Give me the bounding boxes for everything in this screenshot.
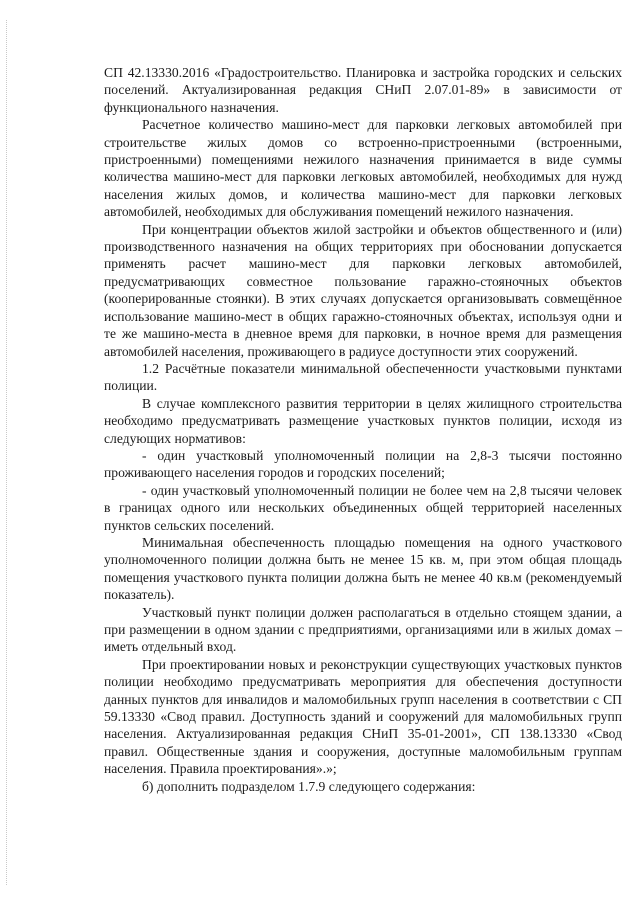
scan-margin-mark <box>6 20 8 885</box>
paragraph-9: Участковый пункт полиции должен располагаться в отдельно стоящем здании, а при размещении в одном здании с предприятиями, организациями или в жилых домах – иметь отдельный вход. <box>104 604 622 655</box>
paragraph-10: При проектировании новых и реконструкции существующих участковых пунктов полиции необходимо предусматривать мероприятия для обеспечения доступности данных пунктов для инвалидов и маломобильных групп населения в соответствии с СП 59.13330 «Свод правил. Доступность зданий и сооружений для маломобильных групп населения. Актуализированная редакция СНиП 35-01-2001», СП 138.13330 «Свод правил. Общественные здания и сооружения, доступные маломобильным группам населения. Правила проектирования».»; <box>104 656 622 777</box>
paragraph-8: Минимальная обеспеченность площадью помещения на одного участкового уполномоченного полиции должна быть не менее 15 кв. м, при этом общая площадь помещения участкового пункта полиции должна быть не менее 40 кв.м (рекомендуемый показатель). <box>104 534 622 603</box>
paragraph-1: СП 42.13330.2016 «Градостроительство. Планировка и застройка городских и сельских поселений. Актуализированная редакция СНиП 2.07.01-89» в зависимости от функционального назначения. <box>104 65 622 115</box>
paragraph-3: При концентрации объектов жилой застройки и объектов общественного и (или) производственного назначения на общих территориях при обосновании допускается применять расчет машино-мест для парковки легковых автомобилей, предусматривающих совместное пользование гаражно-стояночных объектов (кооперированные стоянки). В этих случаях допускается организовывать совмещённое использование машино-мест в общих гаражно-стояночных объектах, используя одни и те же машино-места в дневное время для парковки, в ночное время для размещения автомобилей населения, проживающего в радиусе доступности этих сооружений. <box>104 221 622 359</box>
list-item-1: - один участковый уполномоченный полиции на 2,8-3 тысячи постоянно проживающего населения городов и городских поселений; <box>104 447 622 481</box>
list-item-2: - один участковый уполномоченный полиции не более чем на 2,8 тысячи человек в границах одного или нескольких объединенных общей территорией населенных пунктов сельских поселений. <box>104 482 622 533</box>
paragraph-5: В случае комплексного развития территории в целях жилищного строительства необходимо предусматривать размещение участковых пунктов полиции, исходя из следующих нормативов: <box>104 395 622 446</box>
section-heading-1-2: 1.2 Расчётные показатели минимальной обеспеченности участковыми пунктами полиции. <box>104 360 622 394</box>
paragraph-2: Расчетное количество машино-мест для парковки легковых автомобилей при строительстве жилых домов со встроенно-пристроенными (встроенными, пристроенными) помещениями нежилого назначения принимается в виде суммы количества машино-мест для парковки легковых автомобилей, необходимых для нужд населения жилых домов, и количества машино-мест для парковки легковых автомобилей, необходимых для обслуживания помещений нежилого назначения. <box>104 117 622 220</box>
paragraph-11: б) дополнить подразделом 1.7.9 следующего содержания: <box>142 778 476 794</box>
document-body <box>104 64 622 795</box>
